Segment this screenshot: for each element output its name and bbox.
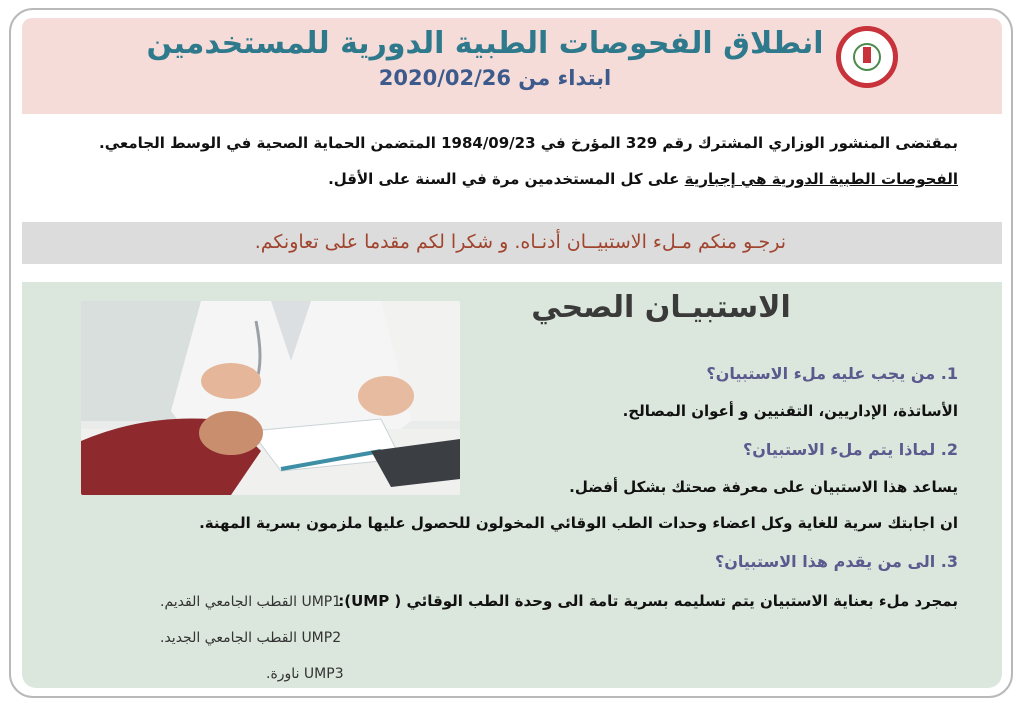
answer-1: الأساتذة، الإداريين، التقنيين و أعوان المصالح. <box>622 402 958 420</box>
intro-line-2 <box>328 170 958 188</box>
answer-2-line-1: يساعد هذا الاستبيان على معرفة صحتك بشكل أفضل. <box>569 478 958 496</box>
answer-2-line-2: ان اجابتك سرية للغاية وكل اعضاء وحدات الطب الوقائي المخولون للحصول عليها ملزمون بسرية المهنة. <box>199 514 958 532</box>
ump-item-2: UMP2 القطب الجامعي الجديد. <box>160 630 342 646</box>
ump-item-1: UMP1 القطب الجامعي القديم. <box>160 594 342 610</box>
university-logo-icon <box>836 26 898 88</box>
intro-line-1: بمقتضى المنشور الوزاري المشترك رقم 329 المؤرخ في 1984/09/23 المتضمن الحماية الصحية في الوسط الجامعي. <box>99 134 958 152</box>
doctor-consultation-image <box>81 301 460 495</box>
intro-line-2-rest: على كل المستخدمين مرة في السنة على الأقل. <box>328 170 685 188</box>
intro-line-2-underlined: الفحوصات الطبية الدورية هي إجبارية <box>684 170 958 188</box>
questionnaire-title: الاستبيـان الصحي <box>531 290 791 325</box>
notice-text: نرجـو منكم مـلء الاستبيــان أدنـاه. و شكرا لكم مقدما على تعاونكم. <box>254 231 786 253</box>
question-1: 1. من يجب عليه ملء الاستبيان؟ <box>706 364 958 383</box>
logo-mark <box>863 47 871 63</box>
question-2: 2. لماذا يتم ملء الاستبيان؟ <box>742 440 958 459</box>
answer-3: بمجرد ملء بعناية الاستبيان يتم تسليمه بسرية تامة الى وحدة الطب الوقائي ( UMP): <box>338 592 958 610</box>
ump-item-3: UMP3 ناورة. <box>266 666 344 682</box>
photo-illustration <box>81 301 460 495</box>
question-3: 3. الى من يقدم هذا الاستبيان؟ <box>714 552 958 571</box>
page-subtitle: ابتداء من 2020/02/26 <box>378 66 612 90</box>
page-title: انطلاق الفحوصات الطبية الدورية للمستخدمين <box>146 26 824 61</box>
notice-banner <box>22 222 1002 264</box>
